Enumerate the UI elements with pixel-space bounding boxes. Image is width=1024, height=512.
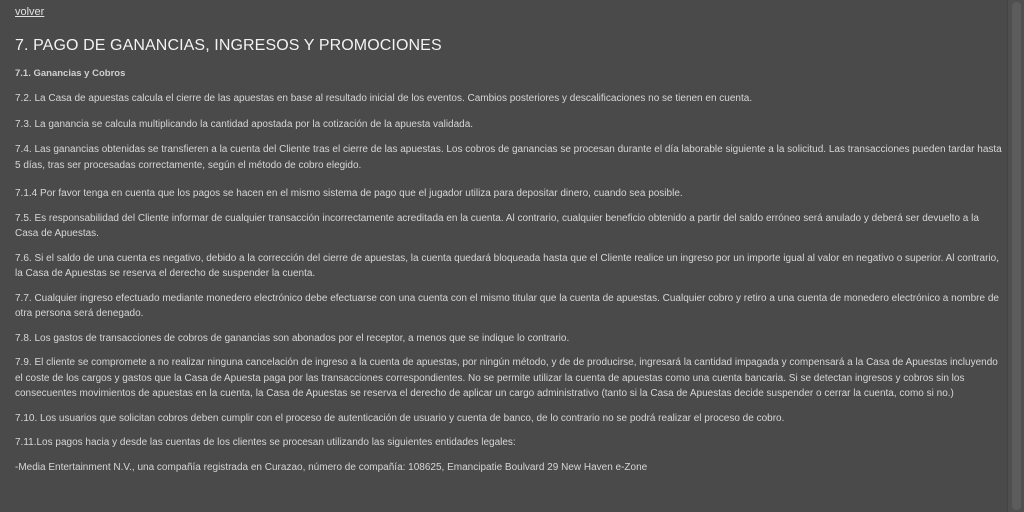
clause-7-11: 7.11.Los pagos hacia y desde las cuentas de los clientes se procesan utilizando las siguientes entidades legales: (15, 437, 516, 448)
section-title: 7. PAGO DE GANANCIAS, INGRESOS Y PROMOCIONES (15, 37, 442, 54)
terms-content (15, 0, 1005, 475)
clause-7-4: 7.4. Las ganancias obtenidas se transfieren a la cuenta del Cliente tras el cierre de las apuestas. Los cobros de ganancias se procesan durante el día laborable siguiente a la solicitud. Las transacciones pueden tardar hasta 5 días, tras ser procesadas correctamente, según el método de cobro elegido. (15, 144, 1002, 171)
clause-7-7: 7.7. Cualquier ingreso efectuado mediante monedero electrónico debe efectuarse con una cuenta con el mismo titular que la cuenta de apuestas. Cualquier cobro y retiro a una cuenta de monedero electrónico a nombre de otra persona será denegado. (15, 292, 999, 319)
clause-7-6: 7.6. Si el saldo de una cuenta es negativo, debido a la corrección del cierre de apuestas, la cuenta quedará bloqueada hasta que el Cliente realice un ingreso por un importe igual al valor en negativo o superior. Al contrario, la Casa de Apuestas se reserva el derecho de suspender la cuenta. (15, 252, 999, 279)
clause-7-10: 7.10. Los usuarios que solicitan cobros deben cumplir con el proceso de autenticación de usuario y cuenta de banco, de lo contrario no se podrá realizar el proceso de cobro. (15, 412, 785, 424)
clause-7-5: 7.5. Es responsabilidad del Cliente informar de cualquier transacción incorrectamente acreditada en la cuenta. Al contrario, cualquier beneficio obtenido a partir del saldo erróneo será anulado y deberá ser devuelto a la Casa de Apuestas. (15, 212, 979, 239)
clause-7-9: 7.9. El cliente se compromete a no realizar ninguna cancelación de ingreso a la cuenta de apuestas, por ningún método, y de de producirse, ingresará la cantidad impagada y compensará a la Casa de Apuestas incluyendo el coste de los cargos y gastos que la Casa de Apuesta paga por las transacciones correspondientes. No se permite utilizar la cuenta de apuestas como una cuenta bancaria. Si se detectan ingresos y cobros sin los consecuentes movimientos de apuestas en la cuenta, la Casa de Apuestas se reserva el derecho de aplicar un cargo administrativo (tanto si la Casa de Apuestas decide suspender o cerrar la cuenta, como si no.) (15, 357, 998, 399)
clause-7-8: 7.8. Los gastos de transacciones de cobros de ganancias son abonados por el receptor, a menos que se indique lo contrario. (15, 332, 570, 344)
section-subtitle: 7.1. Ganancias y Cobros (15, 68, 126, 79)
clause-7-1-4: 7.1.4 Por favor tenga en cuenta que los pagos se hacen en el mismo sistema de pago que el jugador utiliza para depositar dinero, cuando sea posible. (15, 188, 683, 199)
back-link[interactable]: volver (15, 6, 45, 18)
scrollbar-thumb[interactable] (1012, 2, 1021, 510)
vertical-scrollbar[interactable] (1007, 0, 1024, 512)
clause-7-3: 7.3. La ganancia se calcula multiplicando la cantidad apostada por la cotización de la apuesta validada. (15, 118, 474, 130)
clause-7-2: 7.2. La Casa de apuestas calcula el cierre de las apuestas en base al resultado inicial de los eventos. Cambios posteriores y descalificaciones no se tienen en cuenta. (15, 93, 753, 104)
entity-media-entertainment: -Media Entertainment N.V., una compañía registrada en Curazao, número de compañía: 108625, Emancipatie Boulvard 29 New Haven e-Zone (15, 461, 648, 473)
